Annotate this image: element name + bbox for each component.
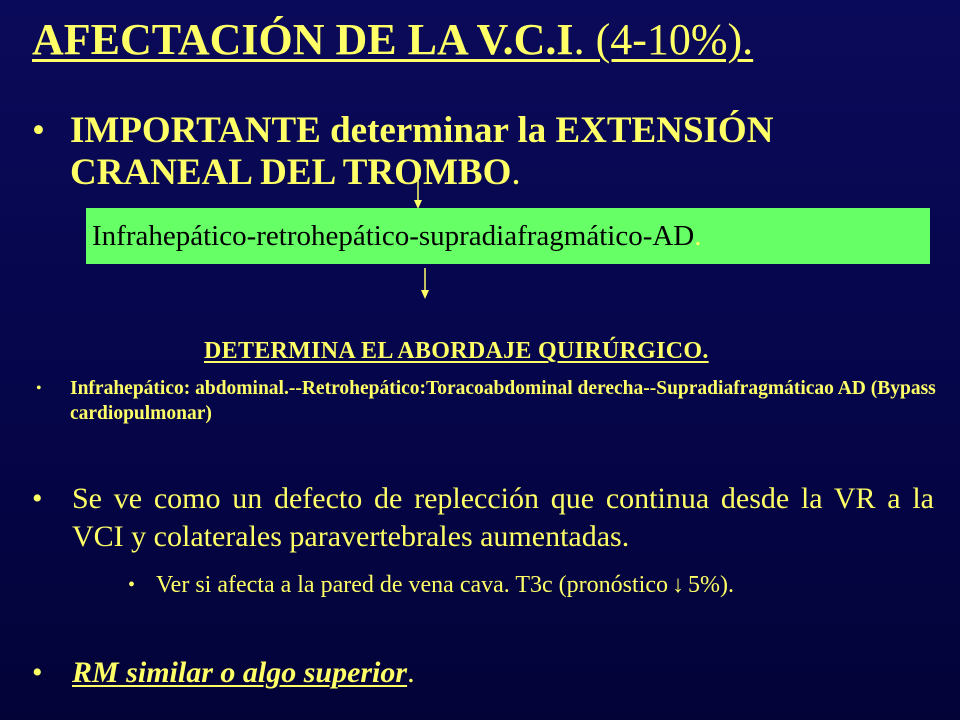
bullet-filling-defect-text: Se ve como un defecto de replección que continua desde la VR a la VCI y colaterales paravertebrales aumentadas.	[72, 482, 934, 553]
location-levels-trailing: .	[694, 220, 702, 252]
bullet-dot: •	[32, 110, 45, 151]
sub-bullet-wall-invasion-text	[156, 570, 956, 600]
bullet-approaches-text: Infrahepático: abdominal.--Retrohepático:Toracoabdominal derecha--Supradiafragmáticao AD (Bypass cardiopulmonar)	[70, 378, 936, 424]
location-levels-box	[86, 208, 930, 264]
bullet-mri-text	[72, 654, 415, 692]
bullet-extension-tail: .	[511, 152, 521, 193]
bullet-dot: •	[128, 574, 136, 596]
slide-title	[32, 14, 753, 65]
wall-invasion-before: Ver si afecta a la pared de vena cava. T3c (pronóstico	[156, 572, 668, 598]
bullet-dot: •	[36, 380, 42, 397]
title-normal-part: . (4-10%).	[573, 15, 754, 64]
surgical-approach-heading: DETERMINA EL ABORDAJE QUIRÚRGICO.	[204, 338, 709, 364]
decrease-arrow-icon: ↓	[671, 572, 684, 598]
bullet-dot: •	[32, 482, 43, 515]
bullet-mri-emphasis: RM similar o algo superior	[72, 656, 408, 689]
bullet-mri-tail: .	[407, 656, 415, 689]
down-arrow-icon	[412, 170, 424, 210]
title-bold-part: AFECTACIÓN DE LA V.C.I	[32, 15, 574, 64]
bullet-dot: •	[32, 656, 43, 689]
down-arrow-icon	[419, 268, 431, 300]
location-levels-text: Infrahepático-retrohepático-supradiafragmático-AD	[92, 220, 695, 252]
bullet-extension-text	[70, 110, 930, 194]
bullet-extension-bold: IMPORTANTE determinar la EXTENSIÓN CRANEAL DEL TROMBO	[70, 110, 774, 193]
wall-invasion-after: 5%).	[687, 572, 734, 598]
